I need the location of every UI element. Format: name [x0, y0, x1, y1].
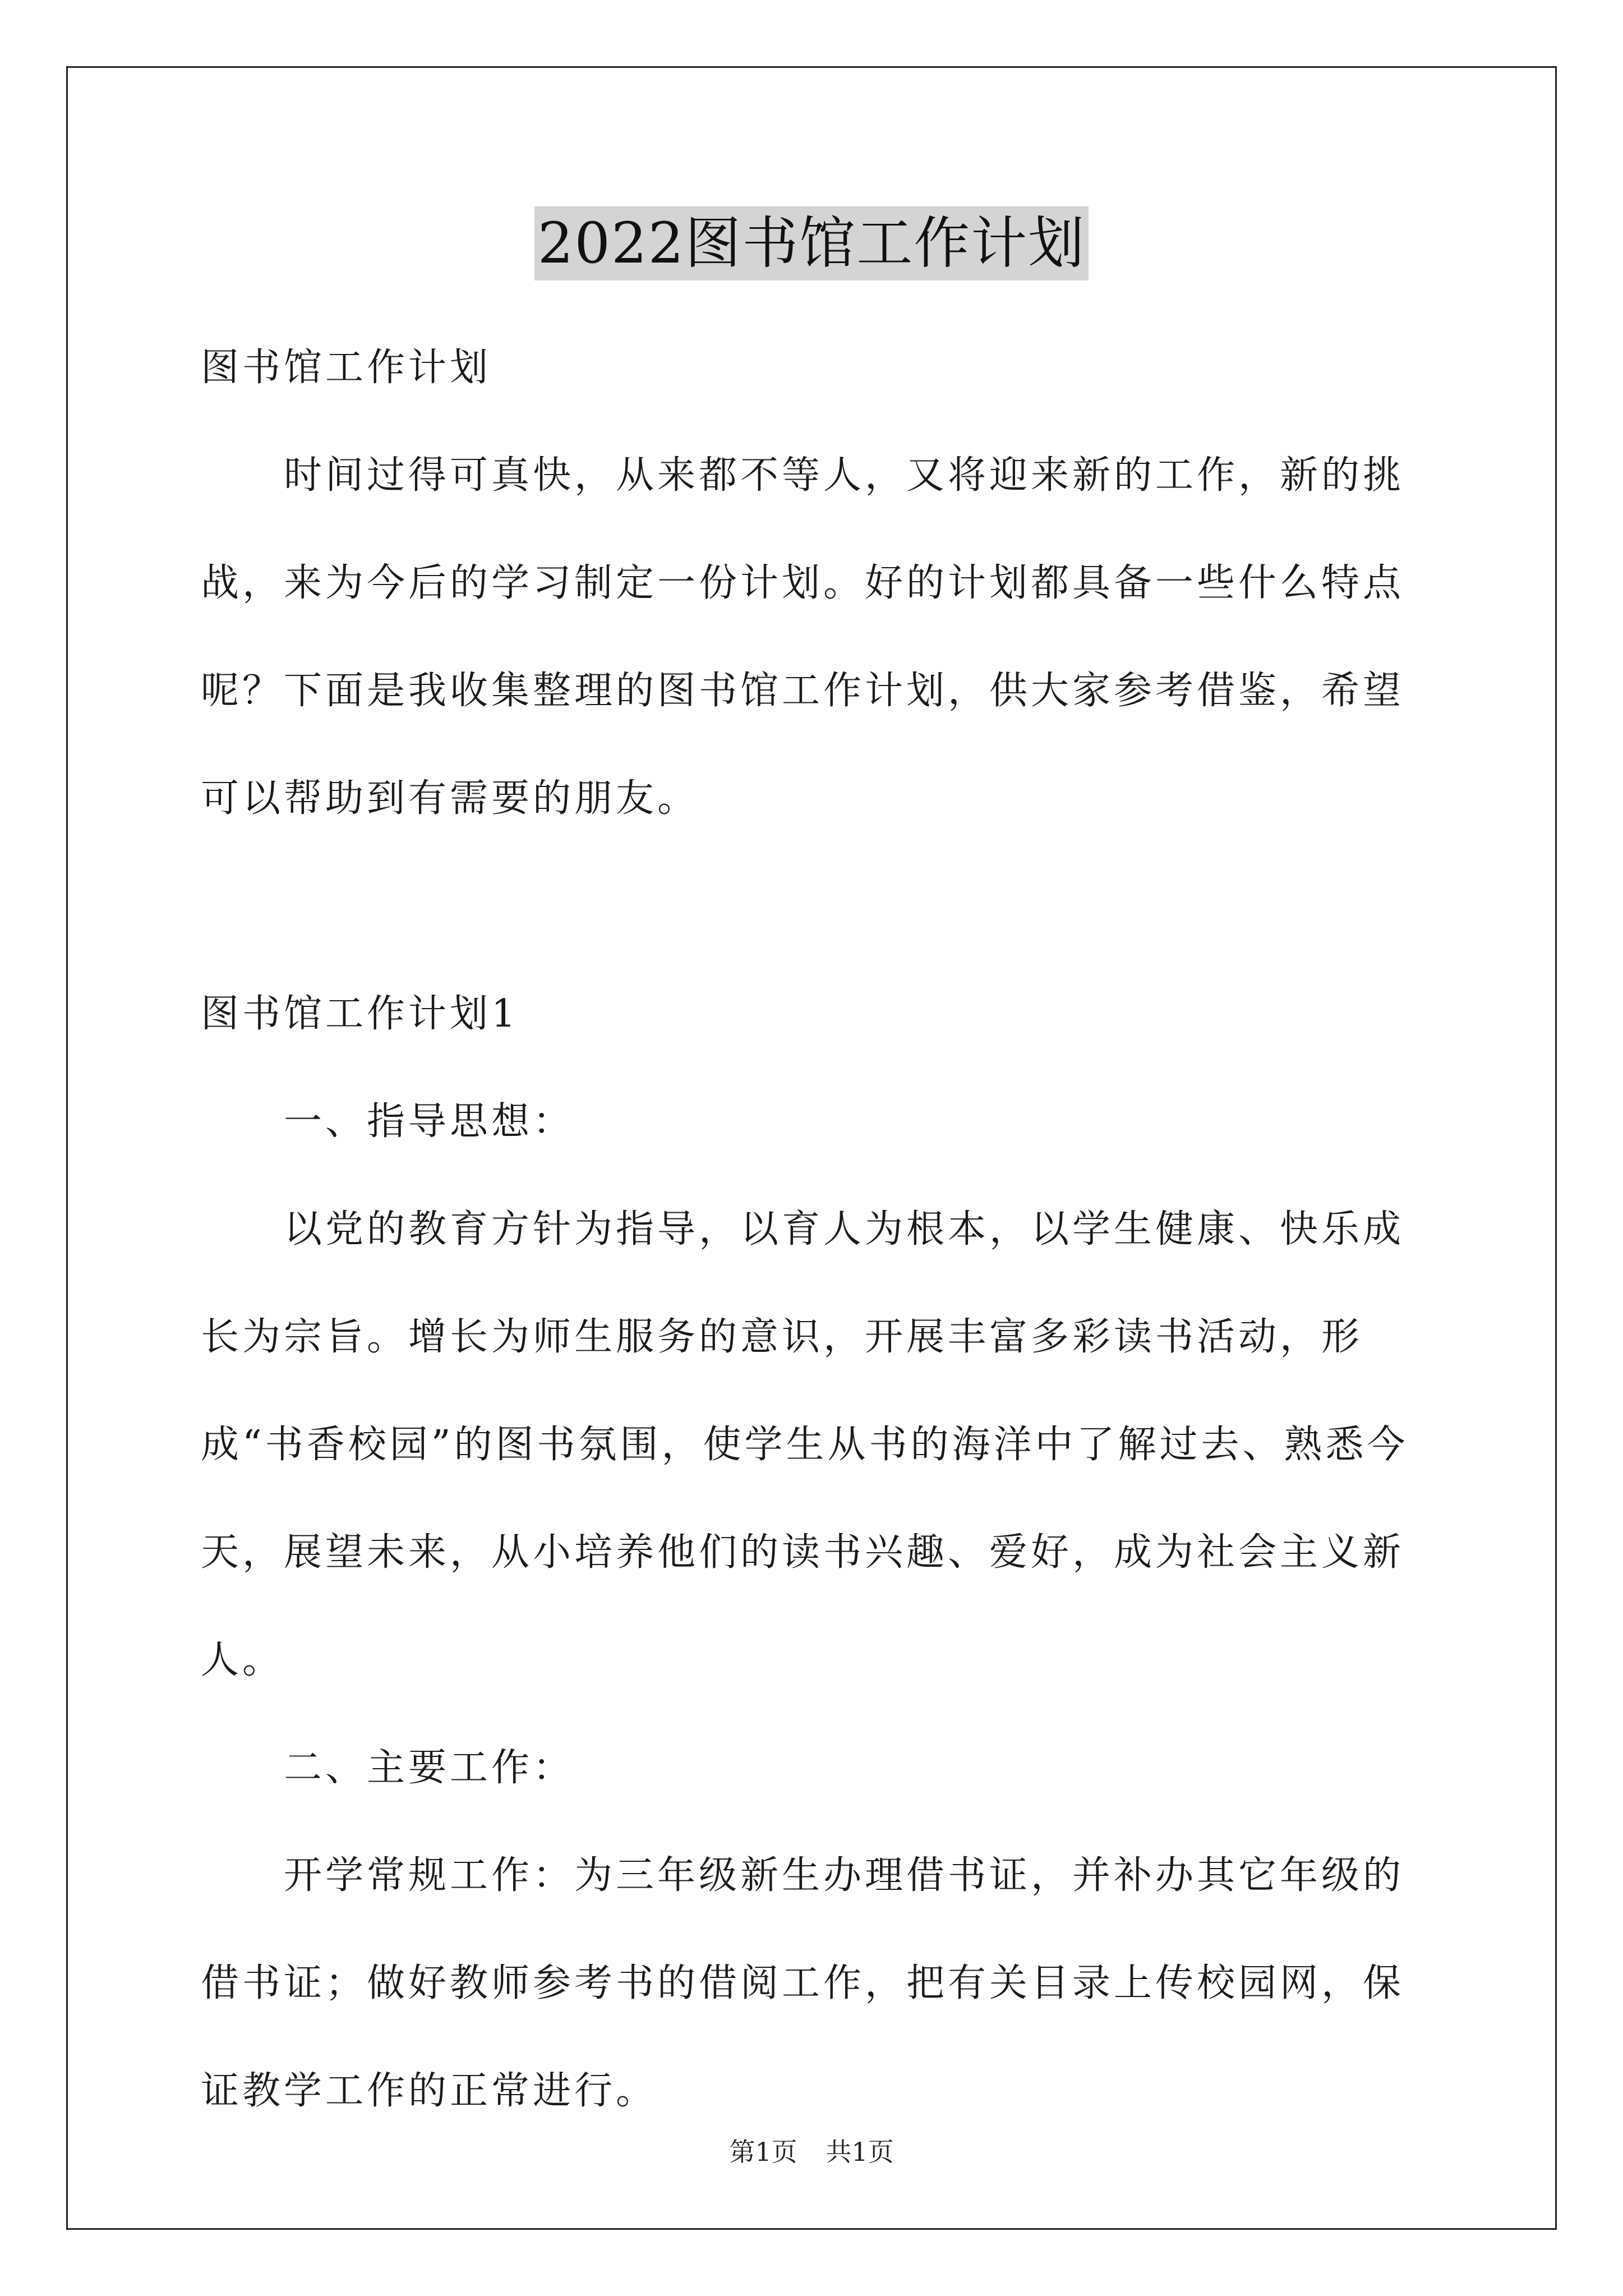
- document-body: [201, 314, 1435, 2145]
- document-title: 2022图书馆工作计划: [534, 206, 1089, 280]
- section-heading: 图书馆工作计划: [201, 346, 492, 390]
- title-container: [0, 206, 1623, 280]
- paragraph-gap: [201, 853, 1435, 960]
- body-paragraph: 以党的教育方针为指导，以育人为根本，以学生健康、快乐成长为宗旨。增长为师生服务的意识，开展丰富多彩读书活动，形成“书香校园”的图书氛围，使学生从书的海洋中了解过去、熟悉今天，展望未来，从小培养他们的读书兴趣、爱好，成为社会主义新人。: [201, 1207, 1409, 1682]
- subheading: 一、指导思想：: [284, 1099, 575, 1144]
- page-number: 第1页: [729, 2137, 797, 2167]
- section-heading: 图书馆工作计划1: [201, 992, 519, 1036]
- page-footer: [0, 2132, 1623, 2169]
- body-paragraph: 开学常规工作：为三年级新生办理借书证，并补办其它年级的借书证；做好教师参考书的借阅工作，把有关目录上传校园网，保证教学工作的正常进行。: [201, 1853, 1405, 2113]
- subheading: 二、主要工作：: [284, 1746, 575, 1790]
- page-total: 共1页: [826, 2137, 894, 2167]
- intro-paragraph: 时间过得可真快，从来都不等人，又将迎来新的工作，新的挑战，来为今后的学习制定一份计划。好的计划都具备一些什么特点呢？下面是我收集整理的图书馆工作计划，供大家参考借鉴，希望可以帮助到有需要的朋友。: [201, 453, 1405, 821]
